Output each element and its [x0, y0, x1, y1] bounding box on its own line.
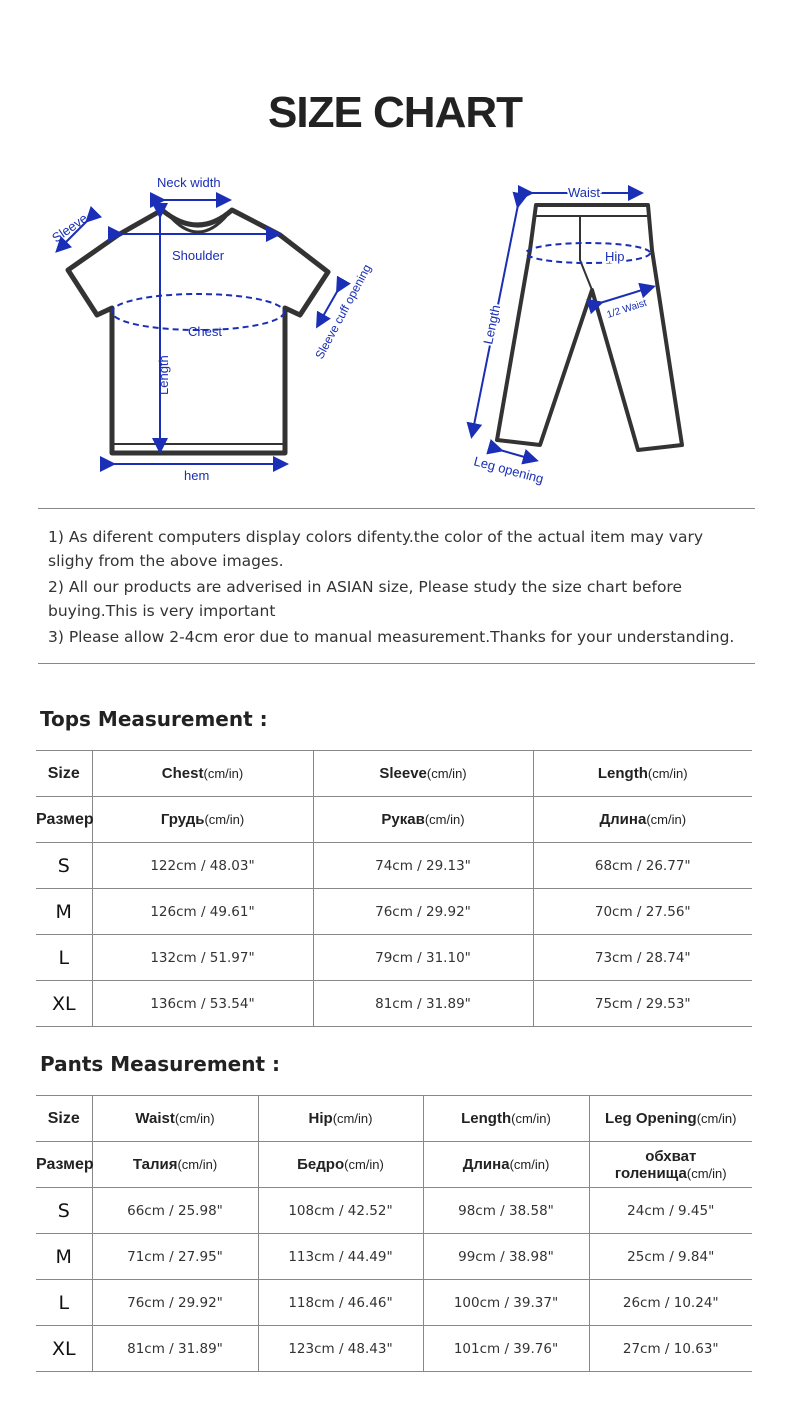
neck-width-label: Neck width	[157, 175, 221, 190]
header-row-cell	[36, 1096, 92, 1142]
cell-text: XL	[51, 992, 76, 1015]
table-row-cell	[36, 1326, 92, 1372]
table-row-cell	[92, 1280, 258, 1326]
hip-label: Hip	[605, 249, 625, 264]
pants-outline	[497, 205, 682, 450]
cell-text: Размер	[36, 1155, 94, 1173]
cell-text: Length	[461, 1110, 512, 1127]
table-row-cell	[92, 935, 313, 981]
page-title: SIZE CHART	[268, 88, 522, 137]
unit-label: (cm/in)	[204, 812, 245, 827]
table-row	[36, 981, 752, 1027]
header-row	[36, 751, 752, 797]
table-row-cell	[589, 1234, 752, 1280]
cell-text: L	[58, 946, 70, 969]
cell-text: Waist	[135, 1110, 175, 1127]
table-row-cell	[533, 889, 752, 935]
table-row-cell	[92, 1188, 258, 1234]
leg-opening-label: Leg opening	[472, 453, 546, 487]
table-row-cell	[423, 1280, 589, 1326]
table-row-cell	[36, 981, 92, 1027]
cell-text: Size	[47, 764, 80, 782]
header-row-ru-cell	[36, 1142, 92, 1188]
table-row-cell	[313, 889, 533, 935]
table-row-cell	[258, 1326, 423, 1372]
header-row-ru-cell	[92, 1142, 258, 1188]
tops-table	[36, 750, 752, 1027]
table-row-cell	[92, 981, 313, 1027]
table-row	[36, 889, 752, 935]
header-row-ru-cell	[533, 797, 752, 843]
unit-label: (cm/in)	[177, 1157, 218, 1172]
table-row-cell	[36, 1280, 92, 1326]
table-row-cell	[92, 1234, 258, 1280]
pants-table	[36, 1095, 752, 1372]
cell-text: XL	[51, 1337, 76, 1360]
cell-text: Рукав	[381, 811, 425, 828]
waist-label: Waist	[568, 185, 601, 200]
cell-text: Размер	[36, 810, 94, 828]
cell-text: 108cm / 42.52"	[288, 1202, 393, 1219]
cell-text: 113cm / 44.49"	[288, 1248, 393, 1265]
unit-label: (cm/in)	[332, 1111, 373, 1126]
unit-label: (cm/in)	[344, 1157, 384, 1172]
table-row-cell	[92, 889, 313, 935]
cell-text: Длина	[599, 811, 647, 828]
unit-label: (cm/in)	[647, 766, 688, 781]
cell-text: 26cm / 10.24"	[622, 1294, 719, 1311]
note-2: 2) All our products are adverised in ASIAN size, Please study the size chart before buying.This is very important	[48, 578, 682, 620]
cell-text: S	[57, 854, 70, 877]
cuff-label: Sleeve cuff opening	[312, 261, 375, 362]
cell-text: обхват голенища	[614, 1147, 697, 1182]
unit-label: (cm/in)	[696, 1111, 737, 1126]
note-3: 3) Please allow 2-4cm eror due to manual measurement.Thanks for your understanding.	[48, 628, 735, 646]
hem-label: hem	[184, 468, 210, 483]
header-row-ru-cell	[423, 1142, 589, 1188]
header-row-cell	[589, 1096, 752, 1142]
table-row-cell	[36, 889, 92, 935]
cell-text: 132cm / 51.97"	[150, 949, 255, 966]
unit-label: (cm/in)	[426, 766, 467, 781]
header-row-cell	[92, 1096, 258, 1142]
table-row	[36, 1326, 752, 1372]
cell-text: 74cm / 29.13"	[375, 857, 471, 874]
cell-text: 101cm / 39.76"	[453, 1340, 559, 1357]
header-row-ru	[36, 1142, 752, 1188]
header-row-ru-cell	[36, 797, 92, 843]
cell-text: 118cm / 46.46"	[288, 1294, 393, 1311]
cell-text: Талия	[132, 1156, 178, 1173]
garment-diagram	[0, 165, 790, 495]
cell-text: 126cm / 49.61"	[150, 903, 255, 920]
header-row-cell	[313, 751, 533, 797]
table-row-cell	[36, 843, 92, 889]
cell-text: 98cm / 38.58"	[458, 1202, 554, 1219]
shoulder-label: Shoulder	[172, 248, 225, 263]
cell-text: 81cm / 31.89"	[375, 995, 471, 1012]
cell-text: M	[55, 900, 72, 923]
divider	[38, 663, 755, 664]
divider	[38, 508, 755, 509]
table-row	[36, 935, 752, 981]
cell-text: Грудь	[160, 811, 205, 828]
table-row-cell	[92, 1326, 258, 1372]
cell-text: L	[58, 1291, 70, 1314]
table-row-cell	[258, 1280, 423, 1326]
header-row-ru	[36, 797, 752, 843]
cell-text: Leg Opening	[605, 1110, 697, 1127]
table-row-cell	[533, 843, 752, 889]
cell-text: 70cm / 27.56"	[594, 903, 691, 920]
table-row-cell	[258, 1188, 423, 1234]
table-row-cell	[258, 1234, 423, 1280]
note-1: 1) As diferent computers display colors difenty.the color of the actual item may vary slighy from the above images.	[48, 528, 703, 570]
cell-text: Chest	[161, 765, 204, 782]
cell-text: 76cm / 29.92"	[375, 903, 471, 920]
cell-text: Length	[597, 765, 648, 782]
table-row-cell	[92, 843, 313, 889]
table-row-cell	[36, 935, 92, 981]
cell-text: 76cm / 29.92"	[127, 1294, 223, 1311]
header-row-ru-cell	[589, 1142, 752, 1188]
sleeve-label: Sleeve	[49, 210, 91, 246]
cell-text: Бедро	[297, 1156, 345, 1173]
table-row-cell	[589, 1188, 752, 1234]
cell-text: S	[57, 1199, 70, 1222]
pants-length-label: Length	[480, 303, 504, 346]
tops-heading: Tops Measurement :	[40, 707, 268, 731]
cell-text: 123cm / 48.43"	[288, 1340, 393, 1357]
header-row-ru-cell	[313, 797, 533, 843]
table-row-cell	[423, 1234, 589, 1280]
cell-text: 27cm / 10.63"	[622, 1340, 719, 1357]
unit-label: (cm/in)	[509, 1157, 550, 1172]
table-row-cell	[533, 981, 752, 1027]
cell-text: 24cm / 9.45"	[627, 1202, 715, 1219]
cell-text: 68cm / 26.77"	[594, 857, 691, 874]
cell-text: 99cm / 38.98"	[458, 1248, 554, 1265]
header-row-cell	[533, 751, 752, 797]
table-row-cell	[313, 981, 533, 1027]
header-row-ru-cell	[92, 797, 313, 843]
notes	[48, 525, 748, 651]
header-row-cell	[258, 1096, 423, 1142]
header-row	[36, 1096, 752, 1142]
cell-text: M	[55, 1245, 72, 1268]
table-row-cell	[589, 1280, 752, 1326]
unit-label: (cm/in)	[174, 1111, 215, 1126]
table-row-cell	[36, 1188, 92, 1234]
cell-text: 71cm / 27.95"	[127, 1248, 223, 1265]
unit-label: (cm/in)	[646, 812, 687, 827]
header-row-cell	[423, 1096, 589, 1142]
table-row-cell	[313, 935, 533, 981]
cell-text: Hip	[308, 1110, 333, 1127]
table-row	[36, 1280, 752, 1326]
table-row-cell	[533, 935, 752, 981]
unit-label: (cm/in)	[424, 812, 465, 827]
cell-text: 136cm / 53.54"	[150, 995, 255, 1012]
unit-label: (cm/in)	[686, 1165, 727, 1181]
table-row	[36, 1234, 752, 1280]
unit-label: (cm/in)	[203, 766, 244, 781]
table-row-cell	[423, 1188, 589, 1234]
chest-label: Chest	[188, 324, 222, 339]
header-row-cell	[36, 751, 92, 797]
cell-text: 25cm / 9.84"	[627, 1248, 715, 1265]
table-row	[36, 1188, 752, 1234]
pants-heading: Pants Measurement :	[40, 1052, 280, 1076]
cell-text: Size	[47, 1109, 80, 1127]
cell-text: 73cm / 28.74"	[594, 949, 691, 966]
length-label: Length	[156, 355, 171, 395]
cell-text: 66cm / 25.98"	[127, 1202, 223, 1219]
unit-label: (cm/in)	[511, 1111, 551, 1126]
half-waist-label: 1/2 Waist	[605, 297, 649, 321]
cell-text: Sleeve	[379, 765, 427, 782]
table-row-cell	[423, 1326, 589, 1372]
header-row-ru-cell	[258, 1142, 423, 1188]
header-row-cell	[92, 751, 313, 797]
cell-text: 100cm / 39.37"	[453, 1294, 559, 1311]
cell-text: 75cm / 29.53"	[594, 995, 691, 1012]
cell-text: 81cm / 31.89"	[127, 1340, 223, 1357]
cell-text: 79cm / 31.10"	[375, 949, 471, 966]
table-row	[36, 843, 752, 889]
table-row-cell	[313, 843, 533, 889]
cell-text: Длина	[462, 1156, 510, 1173]
table-row-cell	[589, 1326, 752, 1372]
table-row-cell	[36, 1234, 92, 1280]
cell-text: 122cm / 48.03"	[150, 857, 255, 874]
